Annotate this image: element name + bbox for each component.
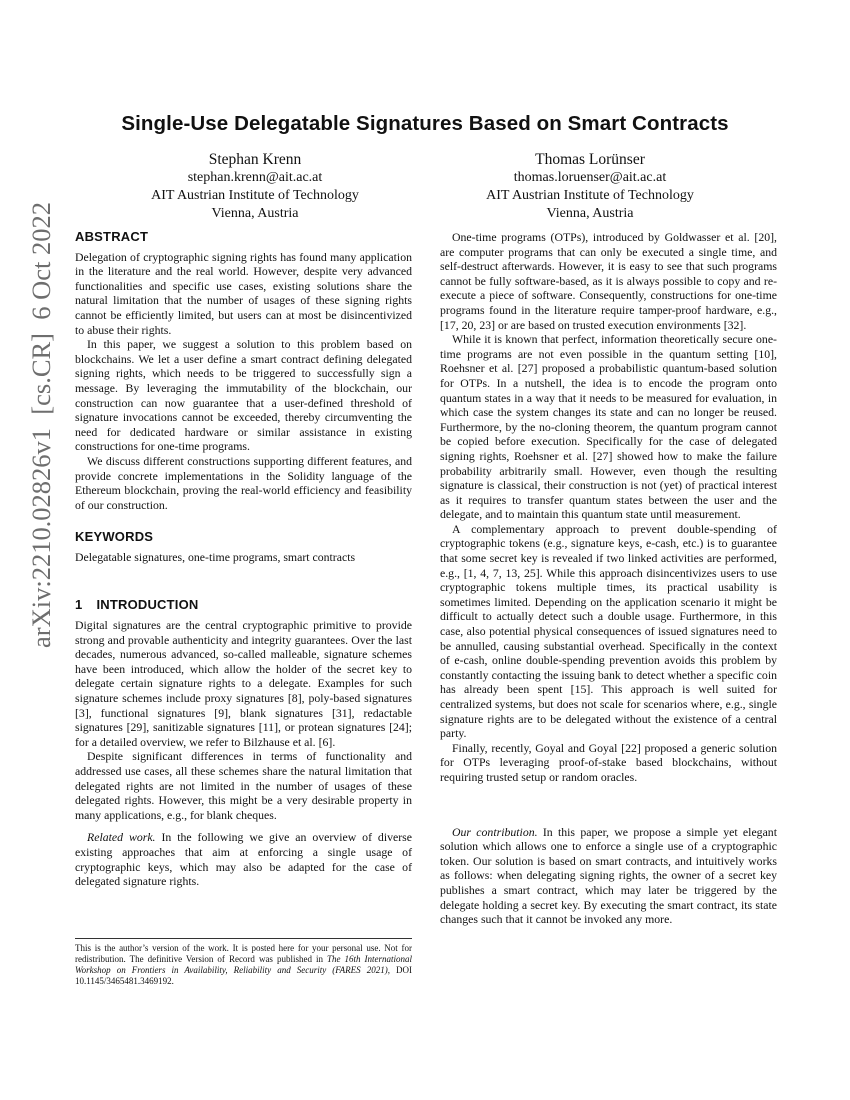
abstract-paragraph: We discuss different constructions supporting different features, and provide concrete implementations in the Solidity language of the Ethereum blockchain, proving the real-world efficiency and feasibility of our construction. xyxy=(75,453,412,512)
footnote-venue: The 16th International Workshop on Frontiers in Availability, Reliability and Security (FARES 2021) xyxy=(75,954,412,975)
abstract-paragraph: In this paper, we suggest a solution to this problem based on blockchains. We let a user define a smart contract defining delegated signing rights, which needs to be triggered to successfully sign a message. By leveraging the immutability of the blockchain, our construction can now guarantee that a user-defined threshold of signature invocations cannot be exceeded, thereby circumventing the need for dedicated hardware or similar assistance in existing constructions for one-time programs. xyxy=(75,337,412,454)
left-column xyxy=(75,230,412,889)
footnote-post: , DOI 10.1145/3465481.3469192. xyxy=(75,965,412,986)
contribution-label: Our contribution. xyxy=(452,824,538,839)
copyright-footnote xyxy=(75,938,412,987)
author-name: Thomas Lorünser xyxy=(535,151,645,168)
author-affiliation: AIT Austrian Institute of Technology xyxy=(151,188,359,203)
body-paragraph: While it is known that perfect, information theoretically secure one-time programs are not even possible in the quantum setting [10], Roehsner et al. [27] proposed a probabilistic quantum-based solution for OTPs. In a nutshell, the idea is to encode the program onto quantum states in a way that it needs to be measured for evaluation, in which case the system changes its state and can no longer be reused. Furthermore, by the no-cloning theorem, the quantum program cannot be copied before execution. Specifically for the case of delegated signing rights, Roehsner et al. [27] showed how to make the failure probability arbitrarily small. However, even though the resulting signature is classical, their construction is not (yet) of practical interest as it requires to transfer quantum states between the user and the delegate, and to maintain this quantum state until measurement. xyxy=(440,332,777,522)
arxiv-identifier-text: arXiv:2210.02826v1 [cs.CR] 6 Oct 2022 xyxy=(26,201,56,648)
section-number: 1 xyxy=(75,597,83,613)
intro-paragraph: Despite significant differences in terms of functionality and addressed use cases, all these schemes share the natural limitation that delegated rights are not limited in the number of usages of these delegated rights. However, this might be a very desirable property in many applications, e.g., for blank cheques. xyxy=(75,749,412,822)
paper-title: Single-Use Delegatable Signatures Based on Smart Contracts xyxy=(121,112,729,135)
body-paragraph: One-time programs (OTPs), introduced by Goldwasser et al. [20], are computer programs that can only be executed a single time, and self-destruct afterwards. However, it is easy to see that such programs cannot be fully software-based, as it is always possible to copy and re-execute a piece of software. Consequently, constructions for one-time programs found in the literature require tamper-proof hardware, e.g., [17, 20, 23] or are based on trusted execution environments [32]. xyxy=(440,230,777,332)
body-paragraph: A complementary approach to prevent double-spending of cryptographic tokens (e.g., signature keys, e-cash, etc.) is to guarantee that some secret key is revealed if two linked activities are performed, e.g., [1, 4, 7, 13, 25]. While this approach disincentivizes users to use cryptographic tokens multiple times, its practical usability is sometimes limited. Depending on the application scenario it might be difficult to actually detect such a double usage. Furthermore, in this case, also potential physical consequences of issued signatures need to be annulled, causing substantial overhead. Specifically in the context of e-cash, online double-spending prevention avoids this problem by constantly contacting the issuing bank to detect whether a specific coin has already been spent [15]. This approach is well suited for centralized systems, but does not scale for scenarios where, e.g., single signature rights are to be delegated without the existence of a central party. xyxy=(440,521,777,741)
author-email: thomas.loruenser@ait.ac.at xyxy=(513,170,667,185)
keywords-text: Delegatable signatures, one-time programs, smart contracts xyxy=(75,549,356,564)
right-column xyxy=(440,230,777,927)
author-name: Stephan Krenn xyxy=(208,151,302,168)
related-work-text: In the following we give an overview of diverse existing approaches that aim at enforcing a single usage of cryptographic keys, which may also be adapted for the case of delegated signature rights. xyxy=(75,830,412,889)
related-work-label: Related work. xyxy=(87,830,156,845)
abstract-paragraph: Delegation of cryptographic signing rights has found many application in the literature and the real world. However, despite very advanced functionalities and specific use cases, existing solutions share the natural limitation that the number of usages of these signing rights cannot be efficiently limited, but users can at most be disincentivized to abuse their rights. xyxy=(75,249,412,337)
section-title: INTRODUCTION xyxy=(96,597,199,613)
keywords-heading: KEYWORDS xyxy=(75,529,154,545)
abstract-heading: ABSTRACT xyxy=(75,229,149,244)
author-email: stephan.krenn@ait.ac.at xyxy=(187,170,323,185)
author-affiliation: AIT Austrian Institute of Technology xyxy=(486,188,694,203)
arxiv-identifier-stamp xyxy=(12,100,62,700)
contribution-paragraph xyxy=(440,825,777,927)
introduction-heading xyxy=(75,598,412,613)
author-location: Vienna, Austria xyxy=(211,206,299,221)
related-work-paragraph xyxy=(75,830,412,888)
body-paragraph: Finally, recently, Goyal and Goyal [22] proposed a generic solution for OTPs leveraging proof-of-stake based blockchains, without requiring trusted setup or random oracles. xyxy=(440,740,777,784)
author-location: Vienna, Austria xyxy=(546,206,634,221)
footnote-pre: This is the author’s version of the work. It is posted here for your personal use. Not for redistribution. The definitive Version of Record was published in xyxy=(75,943,412,964)
author-block-1 xyxy=(105,150,405,223)
author-block-2 xyxy=(440,150,740,223)
intro-paragraph: Digital signatures are the central cryptographic primitive to provide strong and provable authenticity and integrity guarantees. Over the last decades, numerous advanced, so-called malleable, signature schemes have been introduced, which allow the holder of the secret key to delegate certain signature rights to a delegate. Examples for such signature schemes include proxy signatures [8], poly-based signatures [3], functional signatures [9], blank signatures [31], redactable signatures [29], sanitizable signatures [11], or protean signatures [24]; for a detailed overview, we refer to Bilzhause et al. [6]. xyxy=(75,618,412,749)
contribution-text: In this paper, we propose a simple yet elegant solution which allows one to enforce a single use of a cryptographic token. Our solution is based on smart contracts, and intuitively works as follows: when delegating signing rights, the owner of a secret key publishes a smart contract, which may later be triggered by the delegate holding a secret key. By executing the smart contract, its state changes such that it cannot be invoked any more. xyxy=(440,824,777,927)
